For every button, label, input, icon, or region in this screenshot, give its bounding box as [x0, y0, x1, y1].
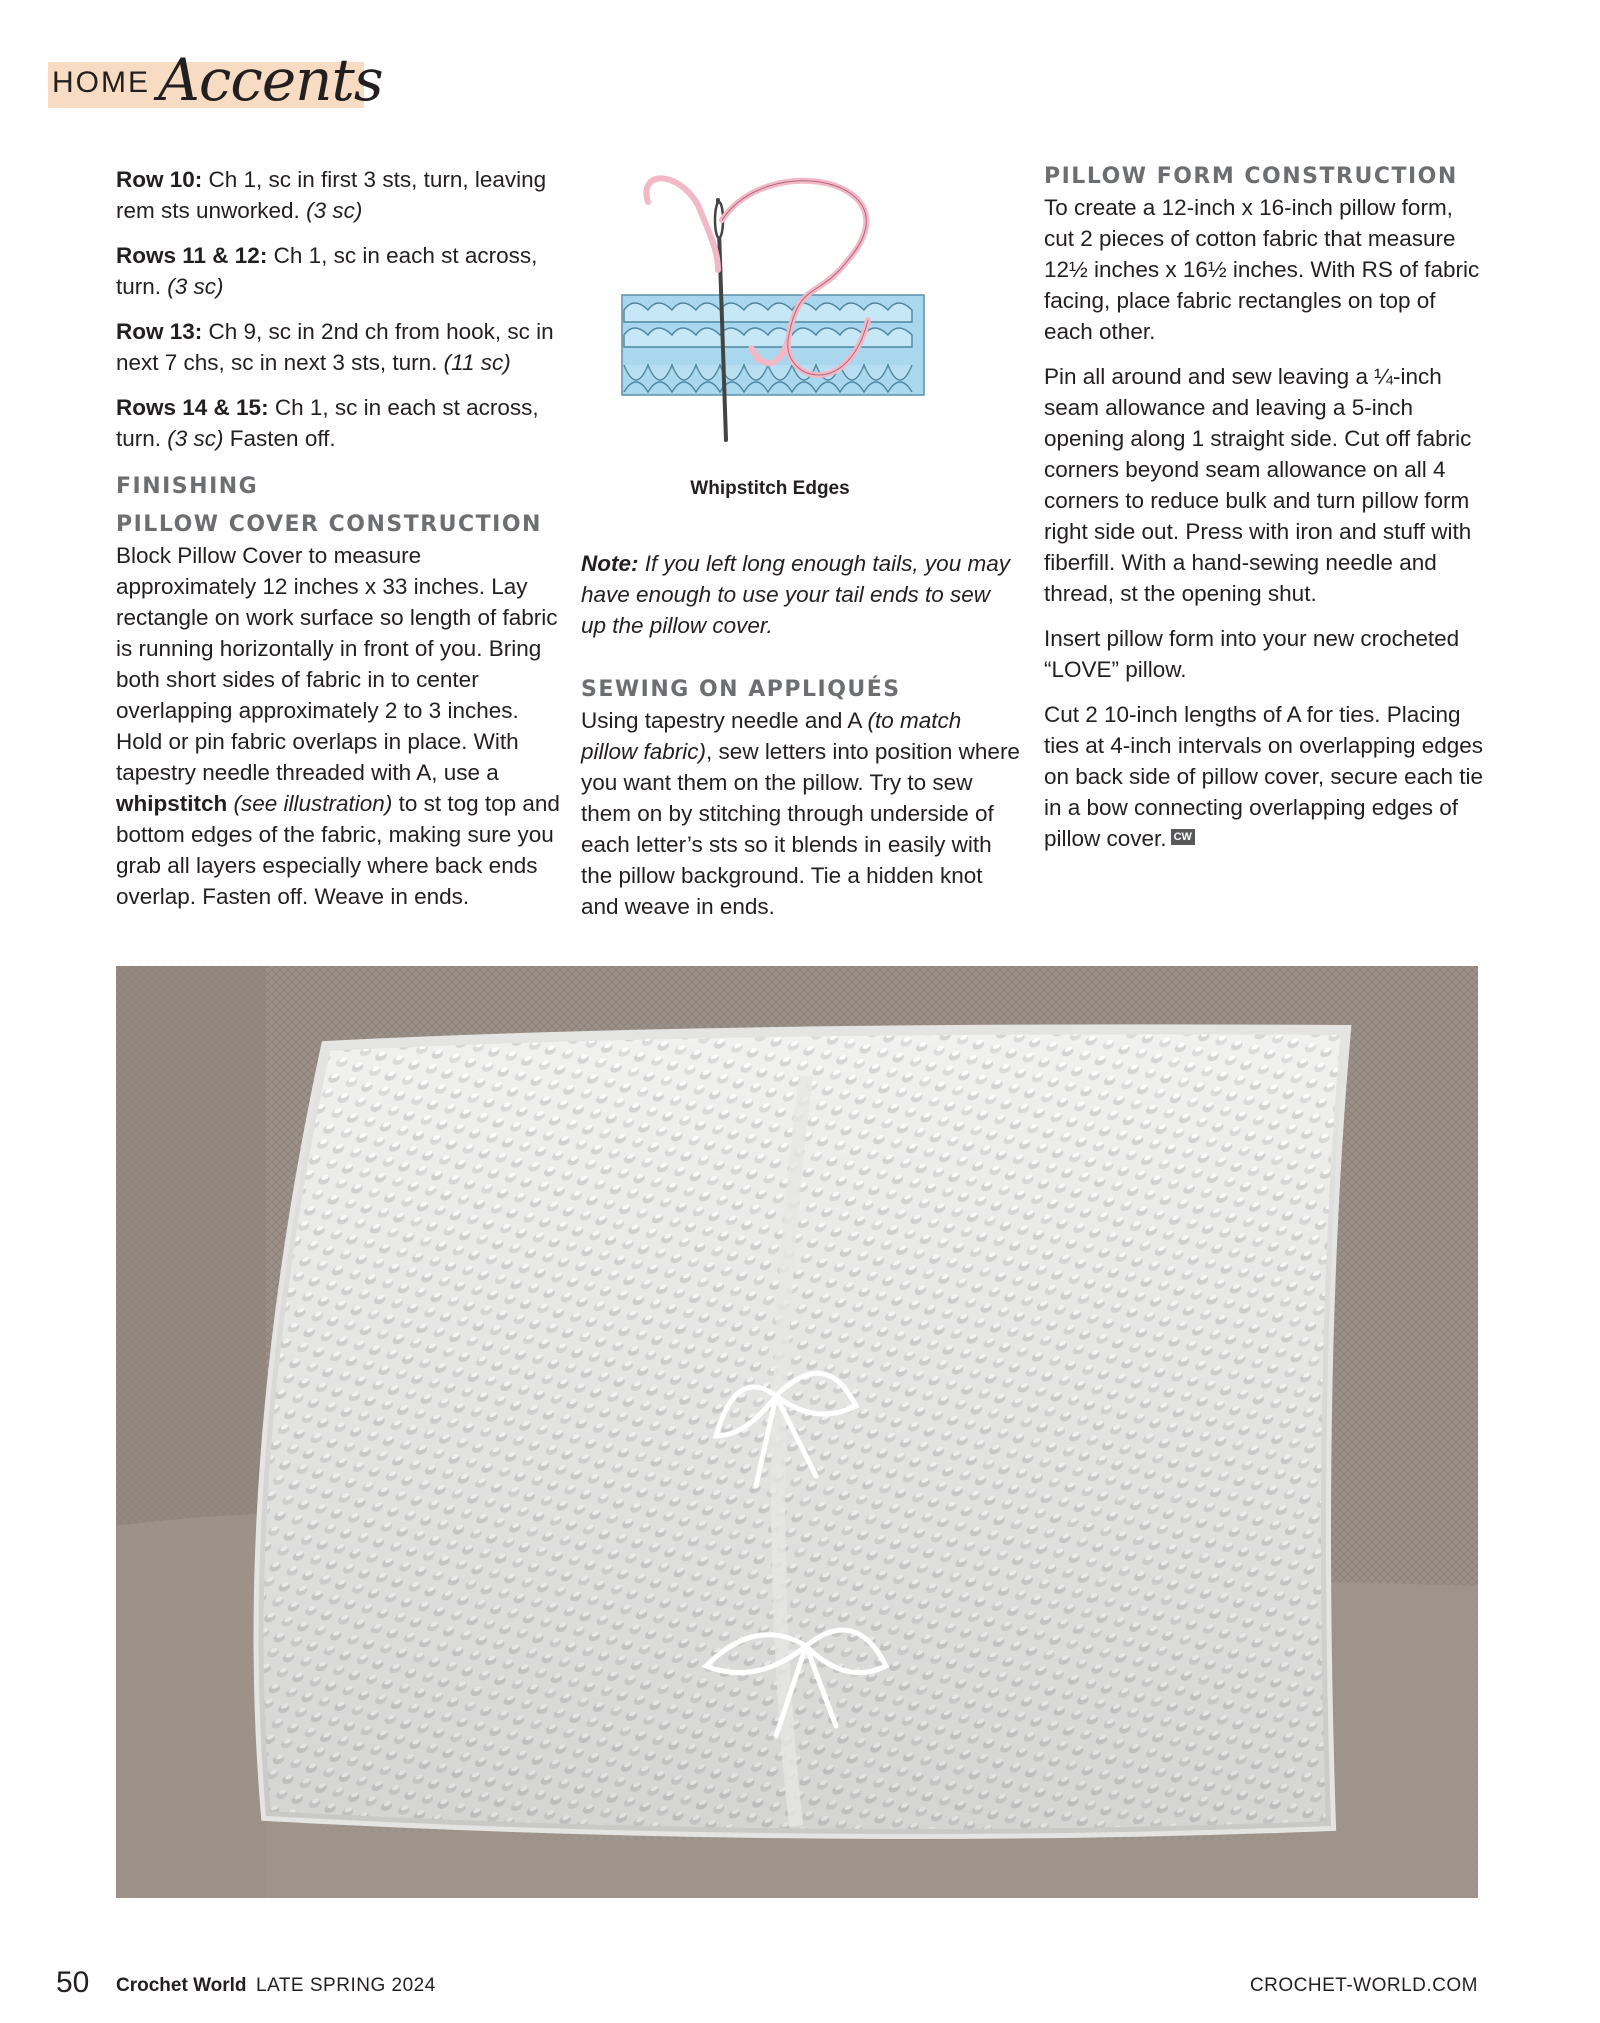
website-url: CROCHET-WORLD.COM	[1249, 1975, 1478, 1996]
cover-construction-heading: PILLOW COVER CONSTRUCTION	[116, 512, 542, 537]
section-tag-accents: Accents	[158, 46, 383, 114]
form-paragraph-3: Insert pillow form into your new crocheted “LOVE” pillow.	[1044, 626, 1460, 682]
publication-name: Crochet World	[116, 1975, 247, 1996]
whipstitch-drawing	[618, 160, 928, 460]
applique-heading: SEWING ON APPLIQUÉS	[581, 677, 901, 702]
whipstitch-illustration	[618, 160, 928, 460]
note-paragraph: Note: If you left long enough tails, you may have enough to use your tail ends to sew up the pillow cover.	[581, 551, 1010, 638]
form-paragraph-1: To create a 12-inch x 16-inch pillow form, cut 2 pieces of cotton fabric that measure 12½ inches x 16½ inches. With RS of fabric facing, place fabric rectangles on top of each other.	[1044, 195, 1480, 344]
middle-column	[581, 548, 1021, 936]
finishing-heading: FINISHING	[116, 474, 259, 499]
end-mark-badge: CW	[1171, 829, 1195, 845]
form-paragraph-4: Cut 2 10-inch lengths of A for ties. Placing ties at 4-inch intervals on overlapping edges on back side of pillow cover, secure each tie in a bow connecting overlapping edges of pillow cover. CW	[1044, 702, 1484, 851]
section-tag-home: HOME	[52, 66, 150, 99]
rows-14-15-instruction: Rows 14 & 15: Ch 1, sc in each st across, turn. (3 sc) Fasten off.	[116, 395, 539, 451]
form-construction-heading: PILLOW FORM CONSTRUCTION	[1044, 164, 1458, 189]
form-paragraph-2: Pin all around and sew leaving a ¼-inch seam allowance and leaving a 5-inch opening along 1 straight side. Cut off fabric corners beyond seam allowance on all 4 corners to reduce bulk and turn pillow form right side out. Press with iron and stuff with fiberfill. With a hand-sewing needle and thread, st the opening shut.	[1044, 364, 1472, 606]
right-column	[1044, 162, 1484, 868]
rows-11-12-instruction: Rows 11 & 12: Ch 1, sc in each st across, turn. (3 sc)	[116, 243, 538, 299]
applique-text: Using tapestry needle and A (to match pillow fabric), sew letters into position where you want them on the pillow. Try to sew them on by stitching through underside of each letter’s sts so it blends in easily with the pillow background. Tie a hidden knot and weave in ends.	[581, 708, 1020, 919]
cover-construction-text: Block Pillow Cover to measure approximately 12 inches x 33 inches. Lay rectangle on work surface so length of fabric is running horizontally in front of you. Bring both short sides of fabric in to center overlapping approximately 2 to 3 inches. Hold or pin fabric overlaps in place. With tapestry needle threaded with A, use a whipstitch (see illustration) to st tog top and bottom edges of the fabric, making sure you grab all layers especially where back ends overlap. Fasten off. Weave in ends.	[116, 543, 560, 909]
issue-date: LATE SPRING 2024	[256, 1975, 436, 1996]
pillow-photo	[116, 966, 1478, 1898]
left-column	[116, 164, 560, 926]
row-10-instruction: Row 10: Ch 1, sc in first 3 sts, turn, leaving rem sts unworked. (3 sc)	[116, 167, 547, 223]
page-number: 50	[56, 1966, 90, 1999]
row-13-instruction: Row 13: Ch 9, sc in 2nd ch from hook, sc in next 7 chs, sc in next 3 sts, turn. (11 sc)	[116, 319, 554, 375]
pillow-photo-drawing	[116, 966, 1478, 1898]
illustration-caption: Whipstitch Edges	[690, 478, 850, 499]
